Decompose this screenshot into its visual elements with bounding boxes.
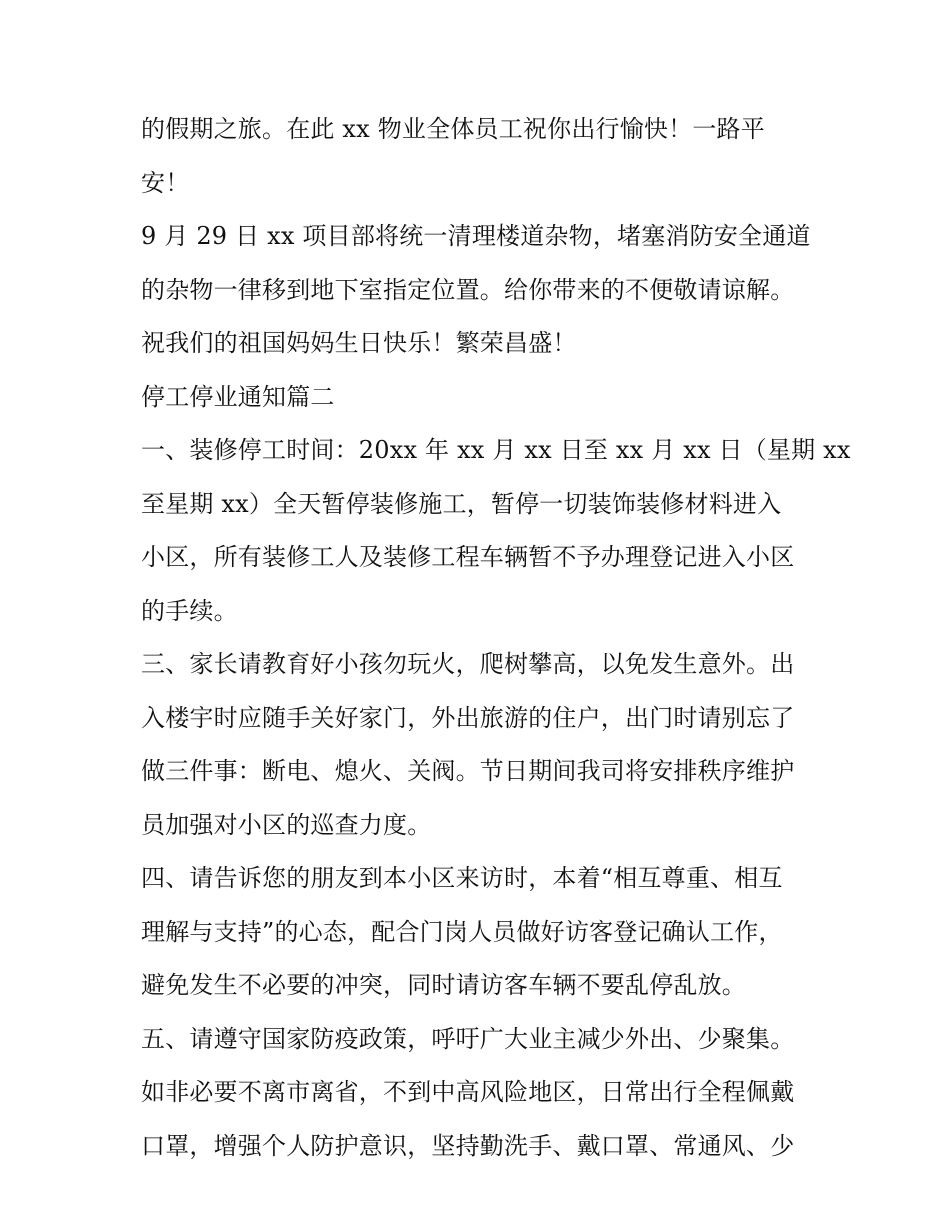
text-line: 员加强对小区的巡查力度。 xyxy=(141,810,432,839)
text-line: 安！ xyxy=(141,168,190,197)
section-heading: 停工停业通知篇二 xyxy=(141,382,335,411)
text-line: 的杂物一律移到地下室指定位置。给你带来的不便敬请谅解。 xyxy=(141,275,795,304)
text-line: 口罩，增强个人防护意识，坚持勤洗手、戴口罩、常通风、少 xyxy=(141,1131,795,1160)
text-line: 一、装修停工时间：20xx 年 xx 月 xx 日至 xx 月 xx 日（星期 xx xyxy=(141,436,851,464)
text-line: 祝我们的祖国妈妈生日快乐！繁荣昌盛！ xyxy=(141,329,577,357)
text-line: 做三件事：断电、熄火、关阀。节日期间我司将安排秩序维护 xyxy=(141,757,795,785)
text-line: 如非必要不离市离省，不到中高风险地区，日常出行全程佩戴 xyxy=(141,1078,795,1106)
text-line: 9 月 29 日 xx 项目部将统一清理楼道杂物，堵塞消防安全通道 xyxy=(141,222,811,250)
text-line: 五、请遵守国家防疫政策，呼吁广大业主减少外出、少聚集。 xyxy=(141,1024,795,1053)
text-line: 至星期 xx）全天暂停装修施工，暂停一切装饰装修材料进入 xyxy=(141,489,782,518)
text-line: 小区，所有装修工人及装修工程车辆暂不予办理登记进入小区 xyxy=(141,543,795,571)
text-line: 避免发生不必要的冲突，同时请访客车辆不要乱停乱放。 xyxy=(141,971,746,999)
text-line: 四、请告诉您的朋友到本小区来访时，本着“相互尊重、相互 xyxy=(141,864,783,892)
text-line: 的假期之旅。在此 xx 物业全体员工祝你出行愉快！一路平 xyxy=(141,115,765,143)
text-line: 的手续。 xyxy=(141,596,238,625)
text-line: 入楼宇时应随手关好家门，外出旅游的住户，出门时请别忘了 xyxy=(141,703,795,732)
document-body xyxy=(141,110,851,1180)
text-line: 理解与支持”的心态，配合门岗人员做好访客登记确认工作， xyxy=(141,917,783,946)
text-line: 三、家长请教育好小孩勿玩火，爬树攀高，以免发生意外。出 xyxy=(141,650,795,678)
